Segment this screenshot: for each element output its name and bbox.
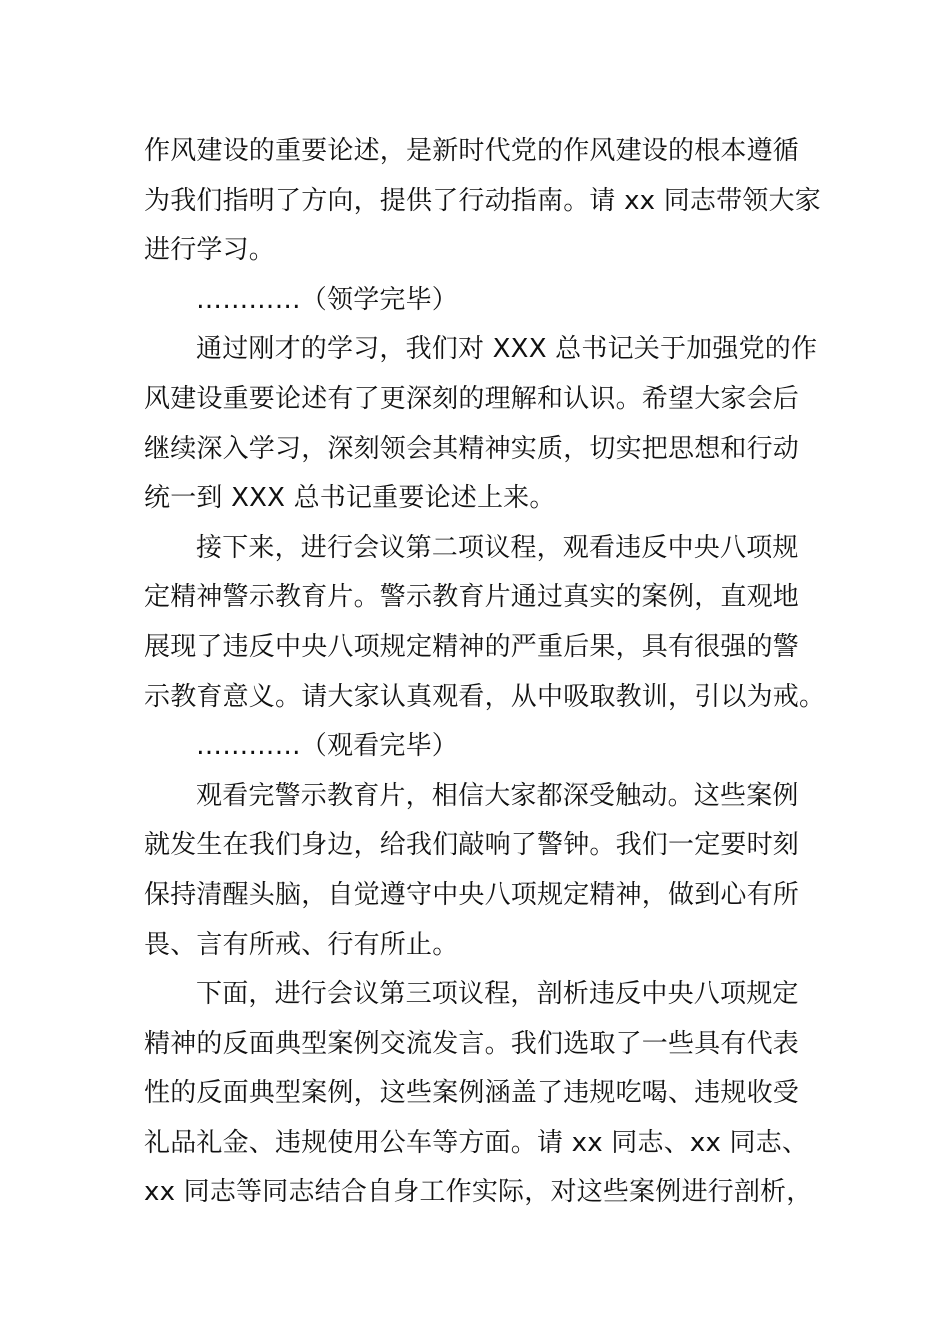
text-line: 定精神警示教育片。警示教育片通过真实的案例，直观地	[144, 582, 800, 613]
text-line: 进行学习。	[144, 235, 276, 266]
text-line: 性的反面典型案例，这些案例涵盖了违规吃喝、违规收受	[144, 1078, 800, 1109]
text-line: 展现了违反中央八项规定精神的严重后果，具有很强的警	[144, 631, 800, 662]
text-line: 畏、言有所戒、行有所止。	[144, 929, 459, 960]
text-line: 精神的反面典型案例交流发言。我们选取了一些具有代表	[144, 1028, 800, 1059]
text-line: 继续深入学习，深刻领会其精神实质，切实把思想和行动	[144, 433, 800, 464]
text-line: 礼品礼金、违规使用公车等方面。请 xx 同志、xx 同志、	[144, 1127, 809, 1158]
text-line: …………（观看完毕）	[196, 731, 459, 762]
text-line: 作风建设的重要论述，是新时代党的作风建设的根本遵循	[144, 136, 800, 166]
text-line: 通过刚才的学习，我们对 XXX 总书记关于加强党的作	[196, 334, 818, 365]
text-line: 统一到 XXX 总书记重要论述上来。	[144, 483, 556, 514]
text-line: 为我们指明了方向，提供了行动指南。请 xx 同志带领大家	[144, 185, 821, 216]
document-body	[144, 127, 824, 1218]
text-line: 保持清醒头脑，自觉遵守中央八项规定精神，做到心有所	[144, 879, 800, 910]
text-line: 下面，进行会议第三项议程，剖析违反中央八项规定	[196, 979, 799, 1010]
text-line: xx 同志等同志结合自身工作实际，对这些案例进行剖析，	[144, 1177, 813, 1208]
text-line: 就发生在我们身边，给我们敲响了警钟。我们一定要时刻	[144, 830, 800, 861]
text-line: 示教育意义。请大家认真观看，从中吸取教训，引以为戒。	[144, 681, 826, 712]
text-line: …………（领学完毕）	[196, 284, 459, 315]
text-line: 接下来，进行会议第二项议程，观看违反中央八项规	[196, 532, 799, 563]
text-line: 观看完警示教育片，相信大家都深受触动。这些案例	[196, 780, 799, 811]
text-line: 风建设重要论述有了更深刻的理解和认识。希望大家会后	[144, 383, 800, 414]
